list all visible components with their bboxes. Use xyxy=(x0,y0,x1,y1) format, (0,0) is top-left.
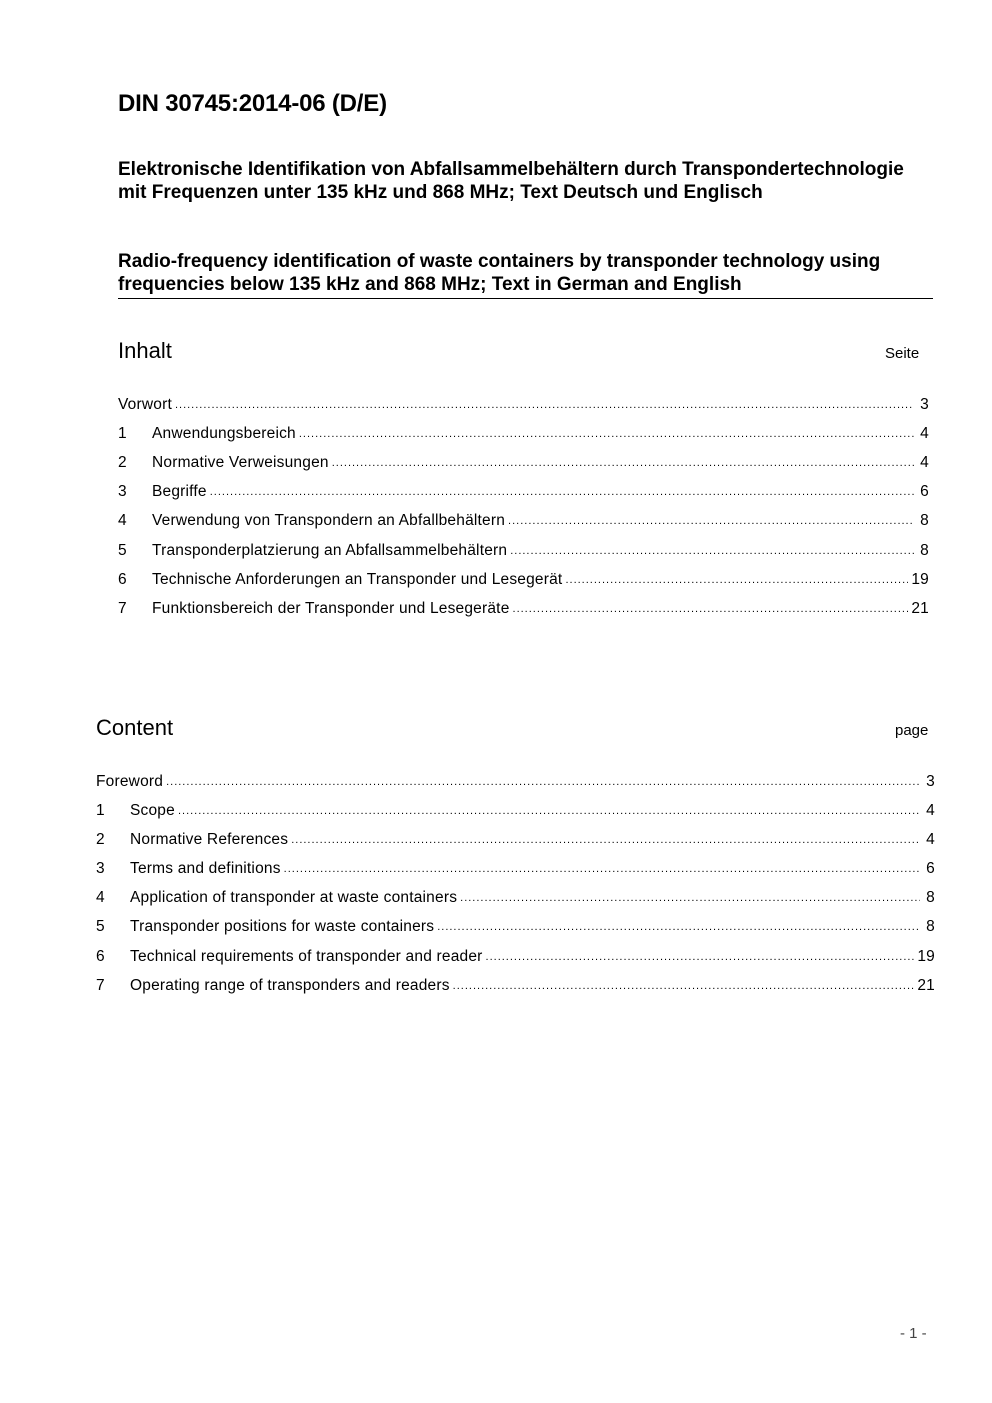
toc-leader-dots xyxy=(486,952,915,963)
toc-entry-label: Verwendung von Transpondern an Abfallbehältern xyxy=(152,512,506,529)
toc-en-heading: Content xyxy=(96,715,174,740)
toc-entry-label: Normative Verweisungen xyxy=(152,454,329,471)
toc-entry-page: 19 xyxy=(911,571,929,588)
toc-entry-number: 4 xyxy=(96,889,105,906)
toc-entry-page: 4 xyxy=(926,831,935,848)
toc-de-entry[interactable] xyxy=(118,479,929,501)
toc-entry-page: 4 xyxy=(920,425,929,442)
toc-entry-number: 7 xyxy=(96,977,105,994)
toc-entry-number: 3 xyxy=(96,860,105,877)
toc-entry-label: Scope xyxy=(130,802,175,819)
toc-de-entry[interactable] xyxy=(118,596,929,618)
toc-en-entry[interactable] xyxy=(96,885,935,907)
toc-entry-page: 8 xyxy=(920,542,929,559)
toc-entry-page: 3 xyxy=(926,773,935,790)
toc-entry-page: 6 xyxy=(926,860,935,877)
toc-entry-label: Anwendungsbereich xyxy=(152,425,296,442)
toc-en-entry[interactable] xyxy=(96,798,935,820)
toc-de-entry[interactable] xyxy=(118,538,929,560)
toc-leader-dots xyxy=(437,922,920,933)
toc-entry-label: Normative References xyxy=(130,831,289,848)
toc-leader-dots xyxy=(166,777,920,788)
toc-entry-label: Funktionsbereich der Transponder und Lesegeräte xyxy=(152,600,510,617)
toc-entry-label: Application of transponder at waste containers xyxy=(130,889,458,906)
toc-entry-page: 4 xyxy=(920,454,929,471)
toc-leader-dots xyxy=(178,806,920,817)
toc-leader-dots xyxy=(175,400,914,411)
toc-leader-dots xyxy=(291,835,920,846)
toc-en-entry[interactable] xyxy=(96,769,935,791)
toc-entry-page: 21 xyxy=(911,600,929,617)
toc-entry-page: 4 xyxy=(926,802,935,819)
toc-entry-label: Technische Anforderungen an Transponder und Lesegerät xyxy=(152,571,563,588)
toc-de-heading: Inhalt xyxy=(118,338,172,363)
toc-en-page-label: page xyxy=(895,722,929,739)
subtitle-english: Radio-frequency identification of waste containers by transponder technology using frequencies below 135 kHz and 868 MHz; Text in German and English xyxy=(118,250,933,299)
toc-entry-number: 6 xyxy=(118,571,127,588)
toc-entry-label: Transponderplatzierung an Abfallsammelbehältern xyxy=(152,542,508,559)
toc-de-entry[interactable] xyxy=(118,421,929,443)
toc-entry-number: 5 xyxy=(96,918,105,935)
toc-leader-dots xyxy=(513,604,909,615)
toc-entry-page: 3 xyxy=(920,396,929,413)
toc-entry-page: 6 xyxy=(920,483,929,500)
toc-entry-number: 7 xyxy=(118,600,127,617)
toc-leader-dots xyxy=(284,864,920,875)
toc-de-entry[interactable] xyxy=(118,450,929,472)
toc-en-entry[interactable] xyxy=(96,944,935,966)
toc-leader-dots xyxy=(460,893,920,904)
toc-en-entry[interactable] xyxy=(96,973,935,995)
page-number: - 1 - xyxy=(900,1325,927,1342)
toc-entry-number: 1 xyxy=(96,802,105,819)
toc-entry-page: 8 xyxy=(920,512,929,529)
toc-leader-dots xyxy=(332,458,914,469)
toc-de-entry[interactable] xyxy=(118,567,929,589)
toc-de-entry[interactable] xyxy=(118,508,929,530)
toc-entry-label: Technical requirements of transponder and reader xyxy=(130,948,483,965)
toc-leader-dots xyxy=(453,981,915,992)
toc-entry-number: 2 xyxy=(96,831,105,848)
toc-entry-label: Foreword xyxy=(96,773,164,790)
toc-entry-label: Vorwort xyxy=(118,396,172,413)
toc-entry-number: 3 xyxy=(118,483,127,500)
toc-entry-number: 6 xyxy=(96,948,105,965)
toc-entry-number: 5 xyxy=(118,542,127,559)
toc-leader-dots xyxy=(210,487,914,498)
toc-en-entry[interactable] xyxy=(96,856,935,878)
toc-leader-dots xyxy=(508,516,914,527)
toc-entry-number: 2 xyxy=(118,454,127,471)
subtitle-german: Elektronische Identifikation von Abfallsammelbehältern durch Transpondertechnologie mit Frequenzen unter 135 kHz und 868 MHz; Text Deutsch und Englisch xyxy=(118,159,904,203)
toc-entry-page: 8 xyxy=(926,918,935,935)
toc-leader-dots xyxy=(510,546,914,557)
toc-entry-page: 8 xyxy=(926,889,935,906)
toc-en-entry[interactable] xyxy=(96,827,935,849)
document-title: DIN 30745:2014-06 (D/E) xyxy=(118,90,387,117)
toc-entry-page: 19 xyxy=(917,948,935,965)
toc-entry-label: Begriffe xyxy=(152,483,207,500)
toc-entry-number: 1 xyxy=(118,425,127,442)
toc-entry-label: Terms and definitions xyxy=(130,860,281,877)
toc-leader-dots xyxy=(565,575,908,586)
toc-entry-label: Transponder positions for waste containers xyxy=(130,918,435,935)
toc-entry-label: Operating range of transponders and readers xyxy=(130,977,450,994)
toc-de-entry[interactable] xyxy=(118,392,929,414)
toc-leader-dots xyxy=(299,429,914,440)
toc-de-page-label: Seite xyxy=(885,345,920,362)
toc-entry-page: 21 xyxy=(917,977,935,994)
toc-entry-number: 4 xyxy=(118,512,127,529)
toc-en-entry[interactable] xyxy=(96,914,935,936)
